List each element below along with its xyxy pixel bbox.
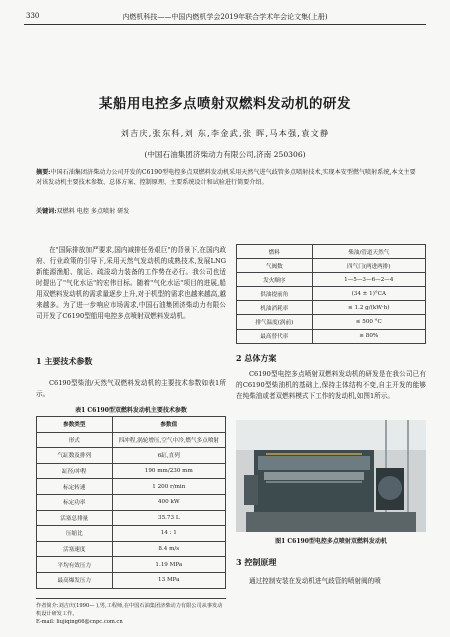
table-cell: 四冲程,涡轮增压,空气中冷,燃气多点喷射 — [112, 432, 225, 448]
table-cell: 平均有效压力 — [37, 557, 113, 573]
table1-caption: 表1 C6190型双燃料发动机主要技术参数 — [75, 407, 187, 414]
table-row — [37, 494, 226, 510]
table-cell: (34 ± 1)°CA — [312, 287, 425, 301]
table-cell: 压缩比 — [37, 526, 113, 542]
table-cell: 13 MPa — [112, 572, 225, 588]
table-cell: 气阀数 — [237, 259, 313, 273]
table-row — [37, 510, 226, 526]
table-cell: 柴油/管道天然气 — [312, 245, 425, 259]
keywords — [36, 206, 416, 215]
table-cell: 发火顺序 — [237, 273, 313, 287]
section3-paragraph: 通过控制安装在发动机进气歧管的喷射阀的喷 — [249, 577, 381, 585]
figure1-caption: 图1 C6190型电控多点喷射双燃料发动机 — [275, 538, 387, 545]
affiliation: (中国石油集团济柴动力有限公司,济南 250306) — [144, 150, 306, 159]
table-cell: 排气温度(涡前) — [237, 315, 313, 329]
table-cell: 6缸,直列 — [112, 448, 225, 464]
table-cell: 缸径/冲程 — [37, 463, 113, 479]
table-row — [37, 448, 226, 464]
table-row — [37, 463, 226, 479]
page-number: 330 — [26, 12, 40, 20]
keywords-text: 双燃料 电控 多点喷射 研发 — [56, 208, 130, 215]
table1 — [36, 416, 226, 589]
table-cell: 标定转速 — [37, 479, 113, 495]
table-cell: 活塞总排量 — [37, 510, 113, 526]
table-cell: ≥ 80% — [312, 329, 425, 343]
table-row — [237, 315, 426, 329]
table-cell: 最高爆发压力 — [37, 572, 113, 588]
table-cell: 四气门(两进两排) — [312, 259, 425, 273]
table-row — [237, 329, 426, 343]
table-row — [37, 557, 226, 573]
keywords-label: 关键词: — [36, 208, 57, 215]
table-cell: 35.73 L — [112, 510, 225, 526]
table-cell: 8.4 m/s — [112, 541, 225, 557]
section2-heading: 2 总体方案 — [236, 353, 277, 363]
paper-title: 某船用电控多点喷射双燃料发动机的研发 — [99, 96, 351, 112]
footnote-author: 作者简介:刘吉庆(1990— ),男,工程师,在中国石油集团济柴动力有限公司从事发动机设计研发工作。 — [36, 603, 223, 617]
table-cell: 最高替代率 — [237, 329, 313, 343]
table-cell: 1—5—3—6—2—4 — [312, 273, 425, 287]
table-cell: 14 : 1 — [112, 526, 225, 542]
table-row — [237, 273, 426, 287]
table-cell: 1.19 MPa — [112, 557, 225, 573]
table-row — [37, 541, 226, 557]
table-row — [37, 432, 226, 448]
table-row — [237, 287, 426, 301]
table-row — [37, 572, 226, 588]
table-row — [237, 301, 426, 315]
intro-paragraph: 在"国际排放加严要求,国内减排任务艰巨"的背景下,在国内政府、行业政策的引导下,采用天然气发动机的成熟技术,发展LNG新能源渔船、航运、疏浚动力装备的工作势在必行。我公司也适时提出了"气化水运"的宏伟目标。随着"气化水运"项目的进展,船用双燃料发动机的需求量逐步上升,对于机型的需求也越来越高,越来越多。为了进一步响应市场需求,中国石油集团济柴动力有限公司开发了C6190型船用电控多点喷射双燃料发动机。 — [36, 246, 226, 320]
table-header-cell: 参数值 — [112, 417, 225, 433]
table-cell: 1 200 r/min — [112, 479, 225, 495]
table-header-cell: 参数类型 — [37, 417, 113, 433]
table-cell: 供油提前角 — [237, 287, 313, 301]
abstract-label: 摘要: — [36, 169, 51, 176]
running-header — [24, 10, 426, 25]
section3-heading: 3 控制原理 — [236, 557, 277, 567]
table-cell: ≤ 1.2 g/(kW·h) — [312, 301, 425, 315]
table-cell: 标定功率 — [37, 494, 113, 510]
table-cell: 活塞速度 — [37, 541, 113, 557]
table-cell: 燃料 — [237, 245, 313, 259]
table-cell: 400 kW — [112, 494, 225, 510]
journal-title: 内燃机科技——中国内燃机学会2019年联合学术年会论文集(上册) — [122, 13, 328, 21]
table-cell: ≤ 500 °C — [312, 315, 425, 329]
table-cell: 190 mm/230 mm — [112, 463, 225, 479]
table-cell: 机油消耗率 — [237, 301, 313, 315]
abstract-text: 中国石油集团济柴动力公司开发的C6190型电控多点双燃料发动机采用天然气进气歧管多点喷射技术,实现本安型燃气喷射系统,本文主要对该发动机主要技术参数、总体方案、控制原理、主要系统设计和试验进行简要介绍。 — [36, 169, 416, 186]
table-row — [237, 259, 426, 273]
authors: 刘吉庆,张东科,刘 东,李金武,张 晖,马本强,袁文静 — [120, 128, 330, 138]
engine-photo — [236, 420, 426, 532]
table-row — [37, 526, 226, 542]
table-cell: 气缸数及排列 — [37, 448, 113, 464]
abstract — [36, 168, 416, 187]
footnote-email: E-mail: liujiqing66@cnpc.com.cn — [36, 619, 123, 625]
table1-continued — [236, 244, 426, 344]
table-row — [237, 245, 426, 259]
footnote — [36, 598, 226, 626]
table-row — [37, 479, 226, 495]
section2-paragraph: C6190型电控多点喷射双燃料发动机的研发是在我公司已有的C6190型柴油机的基础上,保持主体结构不变,自主开发的能够在纯柴油或者双燃料模式下工作的发动机,如图1所示。 — [236, 370, 426, 400]
table-header-row — [37, 417, 226, 433]
table-cell: 形式 — [37, 432, 113, 448]
section1-paragraph: C6190型柴油/天然气双燃料发动机的主要技术参数如表1所示。 — [36, 379, 226, 398]
section1-heading: 1 主要技术参数 — [36, 356, 93, 366]
